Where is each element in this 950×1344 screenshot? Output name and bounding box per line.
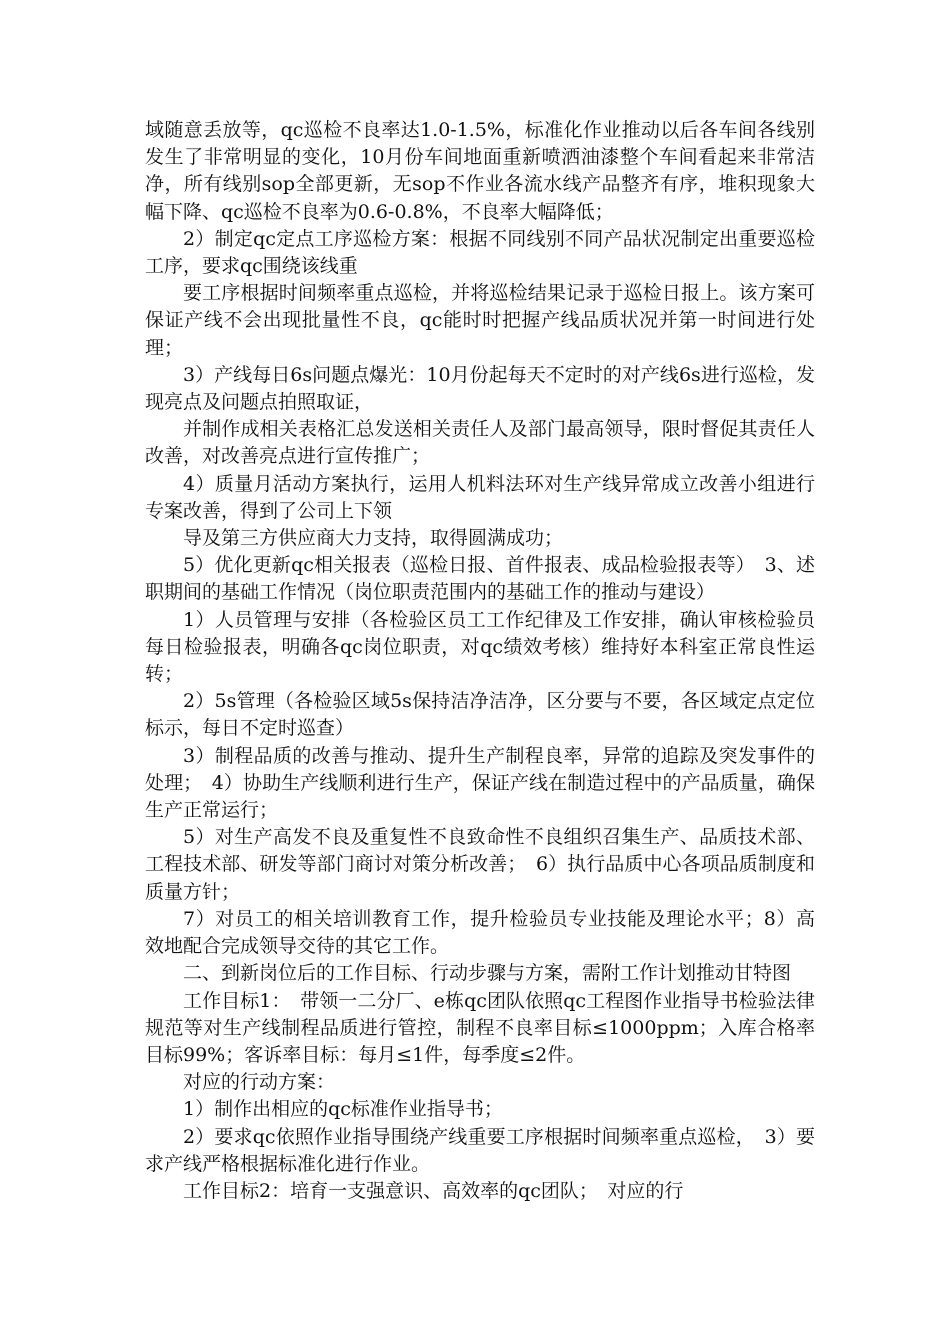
paragraph-continuation: 域随意丢放等，qc巡检不良率达1.0-1.5%，标准化作业推动以后各车间各线别发生了非常明显的变化，10月份车间地面重新喷洒油漆整个车间看起来非常洁净，所有线别sop全部更新，无sop不作业各流水线产品整齐有序，堆积现象大幅下降、qc巡检不良率为0.6-0.8%，不良率大幅降低；: [145, 119, 815, 223]
paragraph-training: 7）对员工的相关培训教育工作，提升检验员专业技能及理论水平；8）高效地配合完成领导交待的其它工作。: [145, 907, 815, 958]
paragraph-action-2-3: 2）要求qc依照作业指导围绕产线重要工序根据时间频率重点巡检， 3）要求产线严格根据标准化进行作业。: [145, 1125, 815, 1175]
paragraph-action-1: 1）制作出相应的qc标准作业指导书；: [183, 1098, 503, 1121]
section-heading-new-position-goals: 二、到新岗位后的工作目标、行动步骤与方案，需附工作计划推动甘特图: [183, 962, 792, 985]
paragraph-item-2-qc-inspection-plan: 2）制定qc定点工序巡检方案：根据不同线别不同产品状况制定出重要巡检工序，要求qc围绕该线重: [145, 227, 815, 278]
paragraph-inspection-plan-continued: 要工序根据时间频率重点巡检，并将巡检结果记录于巡检日报上。该方案可保证产线不会出现批量性不良，qc能时时把握产线品质状况并第一时间进行处理；: [145, 282, 815, 359]
paragraph-item-4-quality-month: 4）质量月活动方案执行，运用人机料法环对生产线异常成立改善小组进行专案改善，得到了公司上下领: [145, 472, 815, 522]
paragraph-item-3-6s-exposure: 3）产线每日6s问题点爆光：10月份起每天不定时的对产线6s进行巡检，发现亮点及问题点拍照取证，: [145, 363, 815, 414]
document-body: [145, 117, 815, 1205]
paragraph-process-quality: 3）制程品质的改善与推动、提升生产制程良率，异常的追踪及突发事件的处理； 4）协助生产线顺利进行生产，保证产线在制造过程中的产品质量，确保生产正常运行；: [145, 744, 815, 822]
paragraph-work-goal-2: 工作目标2：培育一支强意识、高效率的qc团队； 对应的行: [183, 1179, 684, 1202]
paragraph-quality-month-continued: 导及第三方供应商大力支持，取得圆满成功；: [183, 527, 564, 550]
paragraph-work-goal-1: 工作目标1： 带领一二分厂、e栋qc团队依照qc工程图作业指导书检验法律规范等对生产线制程品质进行管控，制程不良率目标≤1000ppm；入库合格率目标99%；客诉率目标：每月≤1件，每季度≤2件。: [145, 989, 815, 1066]
paragraph-6s-report: 并制作成相关表格汇总发送相关责任人及部门最高领导，限时督促其责任人改善，对改善亮点进行宣传推广；: [145, 418, 815, 468]
paragraph-item-5-reports: 5）优化更新qc相关报表（巡检日报、首件报表、成品检验报表等） 3、述职期间的基础工作情况（岗位职责范围内的基础工作的推动与建设）: [145, 554, 815, 604]
paragraph-defect-analysis: 5）对生产高发不良及重复性不良致命性不良组织召集生产、品质技术部、工程技术部、研发等部门商讨对策分析改善； 6）执行品质中心各项品质制度和质量方针；: [145, 826, 815, 903]
paragraph-action-plan-label: 对应的行动方案：: [183, 1071, 336, 1094]
paragraph-staff-management: 1）人员管理与安排（各检验区员工工作纪律及工作安排，确认审核检验员每日检验报表，明确各qc岗位职责，对qc绩效考核）维持好本科室正常良性运转；: [145, 608, 815, 686]
paragraph-5s-management: 2）5s管理（各检验区域5s保持洁净洁净，区分要与不要，各区域定点定位标示，每日不定时巡查）: [145, 690, 815, 740]
